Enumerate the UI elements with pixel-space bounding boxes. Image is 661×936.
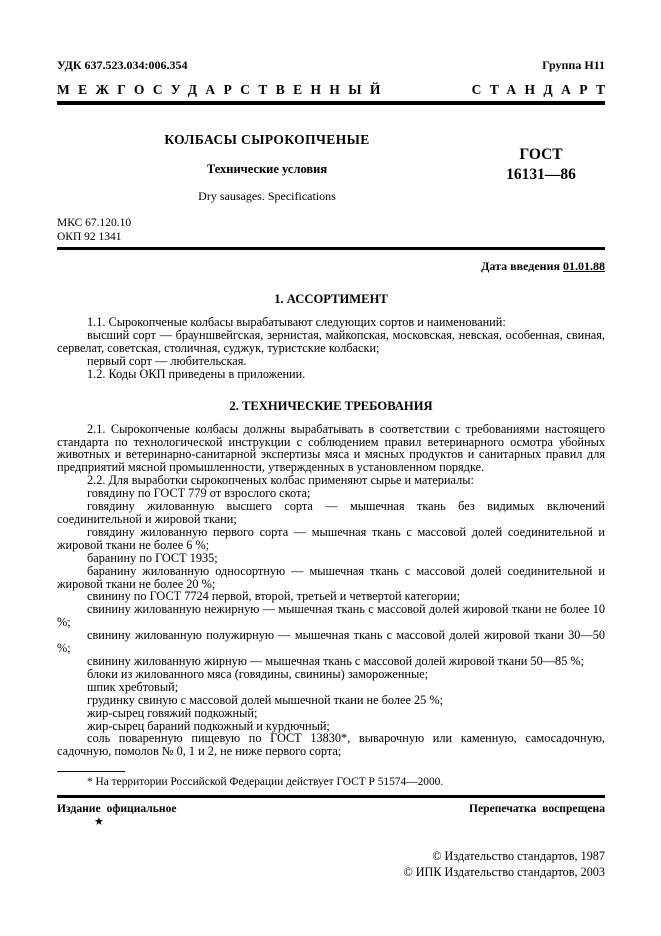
paragraph: говядину по ГОСТ 779 от взрослого скота; bbox=[87, 486, 311, 501]
group-code: Группа Н11 bbox=[542, 58, 605, 72]
standard-type-heading bbox=[57, 82, 614, 98]
title-block bbox=[57, 132, 605, 204]
paragraph: баранину по ГОСТ 1935; bbox=[87, 550, 218, 565]
copyright-block bbox=[57, 848, 605, 880]
copyright-line: © Издательство стандартов, 1987 bbox=[432, 849, 605, 864]
paragraph: жир-сырец бараний подкожный и курдючный; bbox=[87, 718, 330, 733]
codes-divider bbox=[57, 247, 605, 250]
title-left-column bbox=[57, 132, 477, 204]
official-edition-label: Издание официальное bbox=[57, 802, 177, 816]
header-divider bbox=[57, 101, 605, 105]
paragraph: блоки из жилованного мяса (говядины, свинины) замороженные; bbox=[87, 666, 429, 681]
gost-label: ГОСТ bbox=[519, 146, 563, 163]
codes-block bbox=[57, 217, 605, 244]
udk-code: УДК 637.523.034:006.354 bbox=[57, 58, 188, 72]
mks-code: МКС 67.120.10 bbox=[57, 217, 132, 229]
section-heading: 2. ТЕХНИЧЕСКИЕ ТРЕБОВАНИЯ bbox=[229, 398, 433, 413]
document-title: КОЛБАСЫ СЫРОКОПЧЕНЫЕ bbox=[164, 132, 370, 147]
paragraph: шпик хребтовый; bbox=[87, 679, 179, 694]
standard-type-word-1: МЕЖГОСУДАРСТВЕННЫЙ bbox=[57, 82, 389, 97]
footnote-divider bbox=[57, 771, 125, 772]
reprint-prohibited-label: Перепечатка воспрещена bbox=[468, 802, 605, 816]
gost-number: 16131—86 bbox=[506, 165, 576, 183]
paragraph: свинину жилованную нежирную — мышечная ткань с массовой долей жировой ткани не более 10 %; bbox=[57, 602, 605, 630]
introduction-date-label: Дата введения bbox=[481, 259, 560, 274]
footer-divider bbox=[57, 795, 605, 798]
standard-type-word-2: СТАНДАРТ bbox=[471, 82, 614, 97]
footer-row bbox=[57, 802, 605, 815]
paragraph: свинину жилованную полужирную — мышечная ткань с массовой долей жировой ткани 30—50 %; bbox=[57, 628, 605, 656]
paragraph: баранину жилованную односортную — мышечная ткань с массовой долей соединительной и жировой ткани не более 20 %; bbox=[57, 563, 605, 591]
paragraph: соль поваренную пищевую по ГОСТ 13830*, выварочную или каменную, самосадочную, садочную, помолов № 0, 1 и 2, не ниже первого сорта; bbox=[57, 731, 605, 759]
introduction-date bbox=[57, 259, 605, 274]
classification-line bbox=[57, 58, 605, 73]
paragraph: говядину жилованную высшего сорта — мышечная ткань без видимых включений соединительной и жировой ткани; bbox=[57, 499, 605, 526]
paragraph: свинину жилованную жирную — мышечная ткань с массовой долей жировой ткани 50—85 %; bbox=[87, 653, 585, 668]
paragraph: 1.2. Коды ОКП приведены в приложении. bbox=[87, 366, 306, 381]
paragraph: 2.1. Сырокопченые колбасы должны вырабатывать в соответствии с требованиями настоящего стандарта по технологической инструкции с соблюдением правил ветеринарного осмотра убойных животных и ветеринарно-санитарной экспертизы мяса и мясных продуктов и санитарных правил для предприятий мясной промышленности, утвержденных в установленном порядке. bbox=[57, 421, 605, 475]
okp-code: ОКП 92 1341 bbox=[57, 230, 122, 243]
paragraph: высший сорт — брауншвейгская, зернистая, майкопская, московская, невская, особенная, свиная, сервелат, советская, столичная, суджук, туристские колбаски; bbox=[57, 328, 605, 355]
paragraph: говядину жилованную первого сорта — мышечная ткань с массовой долей соединительной и жировой ткани не более 6 %; bbox=[57, 524, 605, 552]
star-icon: ★ bbox=[94, 816, 104, 829]
paragraph: 2.2. Для выработки сырокопченых колбас применяют сырье и материалы: bbox=[87, 473, 474, 488]
section-assortment bbox=[57, 292, 605, 381]
section-paragraphs bbox=[57, 316, 605, 381]
paragraph: грудинку свиную с массовой долей мышечной ткани не более 25 %; bbox=[87, 692, 444, 707]
gost-designation bbox=[477, 132, 605, 204]
footnote-text: * На территории Российской Федерации действует ГОСТ Р 51574—2000. bbox=[87, 776, 444, 789]
section-paragraphs bbox=[57, 423, 605, 759]
paragraph: свинину по ГОСТ 7724 первой, второй, третьей и четвертой категории; bbox=[87, 589, 461, 604]
section-heading: 1. АССОРТИМЕНТ bbox=[274, 292, 388, 307]
document-subtitle-english: Dry sausages. Specifications bbox=[198, 189, 336, 203]
paragraph: первый сорт — любительская. bbox=[87, 353, 247, 368]
paragraph: жир-сырец говяжий подкожный; bbox=[87, 705, 258, 720]
document-subtitle: Технические условия bbox=[206, 162, 328, 176]
section-technical-requirements bbox=[57, 399, 605, 759]
introduction-date-value: 01.01.88 bbox=[563, 259, 605, 274]
copyright-line: © ИПК Издательство стандартов, 2003 bbox=[403, 865, 605, 880]
paragraph: 1.1. Сырокопченые колбасы вырабатывают следующих сортов и наименований: bbox=[87, 315, 506, 330]
